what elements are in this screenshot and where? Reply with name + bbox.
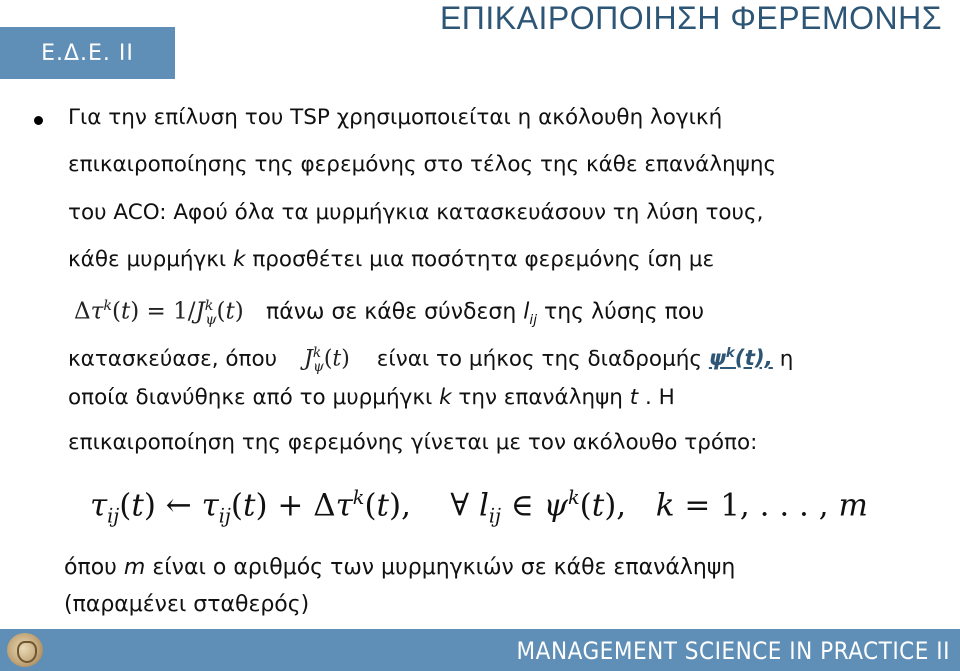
var-t: t xyxy=(629,385,639,410)
update-rule-formula: $\tau_{ij}(t)$ ← $\tau_{ij}(t) + \Delta\tau^k(t)$, ∀ $l_{ij}$ ∈ $\psi^k(t)$, k = 1, . . . , m xyxy=(90,486,868,528)
body-line-6-a: κατασκεύασε, όπου xyxy=(68,346,278,372)
body-line-6-b: είναι το μήκος της διαδρομής xyxy=(376,346,709,372)
body-line-5 xyxy=(74,292,704,334)
body-line-7-b: την επανάληψη xyxy=(451,385,630,410)
body-line-1: Για την επίλυση του TSP χρησιμοποιείται η ακόλουθη λογική xyxy=(68,105,723,130)
footer-text: MANAGEMENT SCIENCE IN PRACTICE II xyxy=(516,637,950,665)
body-line-2: επικαιροποίησης της φερεμόνης στο τέλος της κάθε επανάληψης xyxy=(68,152,777,177)
var-l: l xyxy=(523,299,530,325)
delta-tau-formula: $\Delta\tau^k(t) = 1/J^k_\psi(t)$ xyxy=(74,298,244,329)
body-line-4-a: κάθε μυρμήγκι xyxy=(68,247,234,272)
body-line-4 xyxy=(68,246,714,274)
bullet-icon xyxy=(34,116,43,125)
body-line-8: επικαιροποίηση της φερεμόνης γίνεται με τον ακόλουθο τρόπο: xyxy=(68,430,758,455)
body-line-7-a: οποία διανύθηκε από το μυρμήγκι xyxy=(68,385,440,410)
body-line-4-b: προσθέτει μια ποσότητα φερεμόνης ίση με xyxy=(245,247,715,272)
path-length-formula: $J^k_\psi(t)$ xyxy=(304,345,350,375)
note-line-2: (παραμένει σταθερός) xyxy=(64,592,310,617)
body-line-5-a: πάνω σε κάθε σύνδεση xyxy=(266,299,524,325)
path-psi: $\psi^k(t)$, xyxy=(708,346,773,372)
var-k-2: k xyxy=(439,385,452,410)
note-line-1-a: όπου xyxy=(64,555,124,580)
body-line-5-b: της λύσης που xyxy=(537,299,705,325)
note-line-1 xyxy=(64,553,735,583)
body-line-6-c: η xyxy=(772,346,794,372)
section-badge: Ε.Δ.Ε. ΙΙ xyxy=(0,27,175,79)
slide-title: ΕΠΙΚΑΙΡΟΠΟΙΗΣΗ ΦΕΡΕΜΟΝΗΣ xyxy=(439,0,942,36)
body-line-3: του ACO: Αφού όλα τα μυρμήγκια κατασκευάσουν τη λύση τους, xyxy=(68,200,764,225)
var-m: m xyxy=(123,555,146,580)
body-line-7-c: . Η xyxy=(638,385,675,410)
body-line-7 xyxy=(68,384,675,412)
body-line-6 xyxy=(68,339,793,381)
footer-bar xyxy=(0,629,960,671)
var-k: k xyxy=(233,247,246,272)
note-line-1-b: είναι ο αριθμός των μυρμηγκιών σε κάθε επανάληψη xyxy=(145,555,736,580)
var-ij: ij xyxy=(529,312,537,329)
seal-icon xyxy=(7,633,43,667)
